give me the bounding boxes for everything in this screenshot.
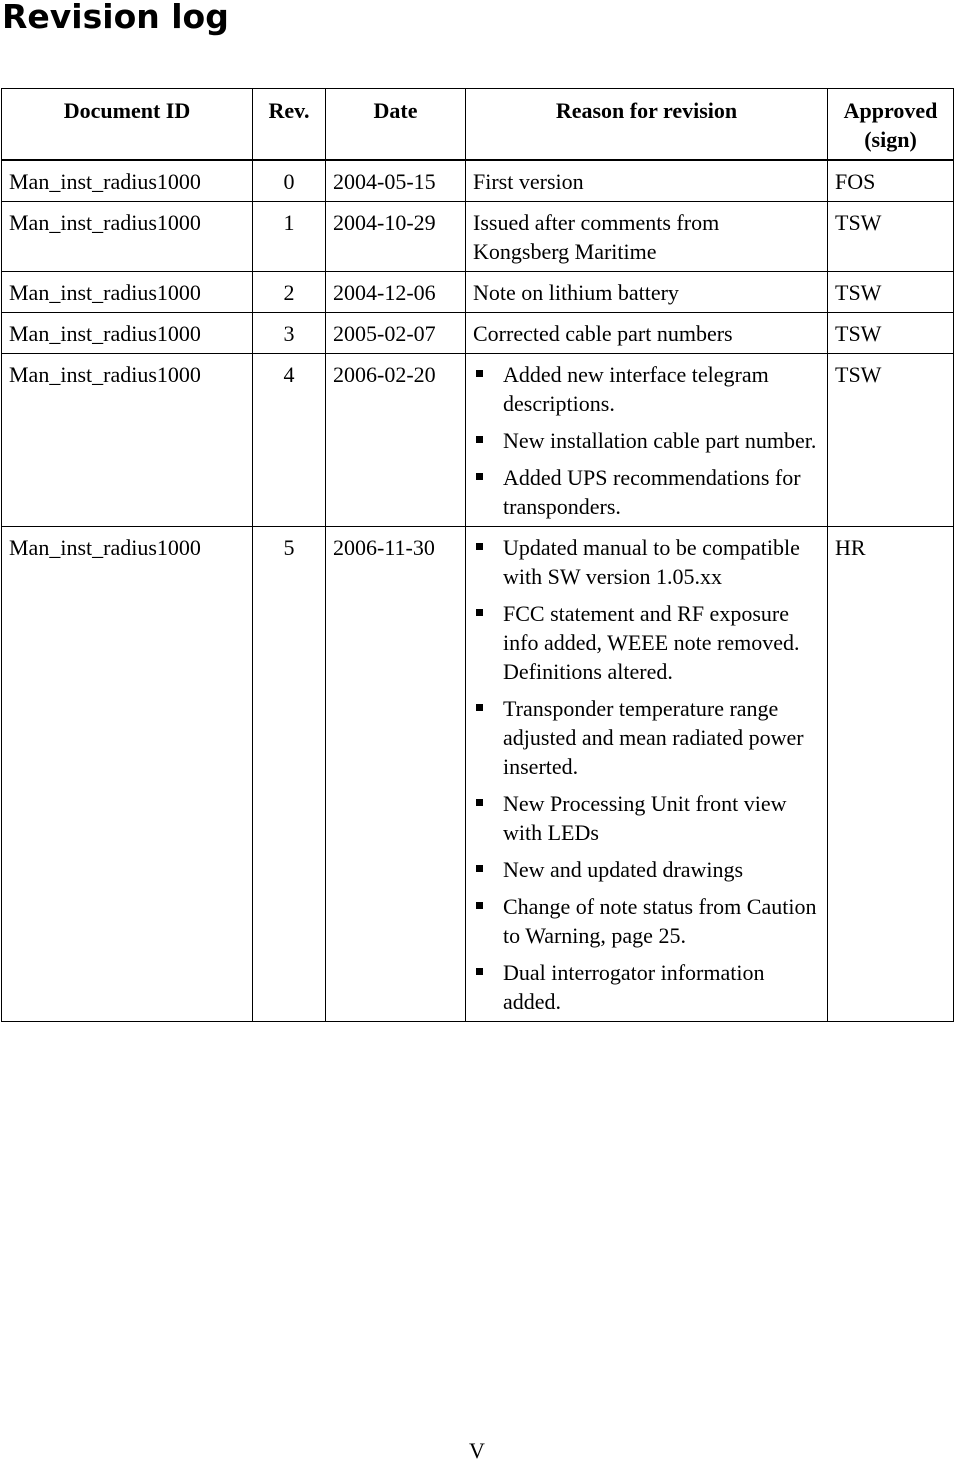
table-row [2, 527, 954, 1022]
list-item [473, 533, 820, 591]
list-item-text: Added UPS recommendations for transponders. [503, 465, 801, 519]
cell-document-id: Man_inst_radius1000 [2, 202, 253, 272]
sign-label: (sign) [864, 127, 917, 152]
table-row [2, 160, 954, 202]
table-row [2, 202, 954, 272]
square-bullet-icon [476, 473, 483, 480]
list-item-text: New installation cable part number. [503, 428, 817, 453]
cell-reason [466, 527, 828, 1022]
cell-document-id: Man_inst_radius1000 [2, 354, 253, 527]
cell-approved: HR [828, 527, 954, 1022]
cell-approved: TSW [828, 202, 954, 272]
list-item-text: New and updated drawings [503, 857, 744, 882]
square-bullet-icon [476, 968, 483, 975]
list-item [473, 855, 820, 884]
column-header-reason: Reason for revision [466, 89, 828, 161]
square-bullet-icon [476, 902, 483, 909]
cell-approved: TSW [828, 354, 954, 527]
cell-date: 2004-12-06 [326, 272, 466, 313]
cell-rev: 0 [253, 160, 326, 202]
cell-rev: 3 [253, 313, 326, 354]
page-title: Revision log [2, 0, 229, 36]
approved-label: Approved [843, 98, 938, 123]
cell-date: 2006-11-30 [326, 527, 466, 1022]
cell-reason: Issued after comments from Kongsberg Maritime [466, 202, 828, 272]
square-bullet-icon [476, 436, 483, 443]
square-bullet-icon [476, 609, 483, 616]
list-item-text: FCC statement and RF exposure info added, WEEE note removed. Definitions altered. [503, 601, 800, 684]
list-item [473, 360, 820, 418]
cell-reason: First version [466, 160, 828, 202]
list-item [473, 958, 820, 1016]
table-row [2, 354, 954, 527]
cell-approved: TSW [828, 272, 954, 313]
cell-rev: 1 [253, 202, 326, 272]
cell-approved: FOS [828, 160, 954, 202]
list-item [473, 463, 820, 521]
cell-reason: Corrected cable part numbers [466, 313, 828, 354]
cell-reason: Note on lithium battery [466, 272, 828, 313]
list-item-text: Updated manual to be compatible with SW version 1.05.xx [503, 535, 800, 589]
cell-document-id: Man_inst_radius1000 [2, 160, 253, 202]
reason-list [473, 360, 820, 521]
column-header-approved [828, 89, 954, 161]
cell-rev: 4 [253, 354, 326, 527]
list-item-text: New Processing Unit front view with LEDs [503, 791, 787, 845]
list-item [473, 426, 820, 455]
column-header-document-id: Document ID [2, 89, 253, 161]
list-item [473, 892, 820, 950]
list-item-text: Transponder temperature range adjusted and mean radiated power inserted. [503, 696, 804, 779]
column-header-date: Date [326, 89, 466, 161]
reason-list [473, 533, 820, 1016]
square-bullet-icon [476, 799, 483, 806]
list-item-text: Dual interrogator information added. [503, 960, 765, 1014]
cell-date: 2005-02-07 [326, 313, 466, 354]
cell-approved: TSW [828, 313, 954, 354]
cell-date: 2004-10-29 [326, 202, 466, 272]
cell-document-id: Man_inst_radius1000 [2, 272, 253, 313]
square-bullet-icon [476, 543, 483, 550]
square-bullet-icon [476, 704, 483, 711]
list-item [473, 694, 820, 781]
cell-document-id: Man_inst_radius1000 [2, 313, 253, 354]
cell-date: 2006-02-20 [326, 354, 466, 527]
page-number: V [469, 1438, 485, 1463]
square-bullet-icon [476, 370, 483, 377]
cell-rev: 5 [253, 527, 326, 1022]
square-bullet-icon [476, 865, 483, 872]
list-item-text: Added new interface telegram descriptions. [503, 362, 769, 416]
list-item [473, 789, 820, 847]
list-item [473, 599, 820, 686]
table-header-row [2, 89, 954, 161]
column-header-rev: Rev. [253, 89, 326, 161]
cell-date: 2004-05-15 [326, 160, 466, 202]
cell-reason [466, 354, 828, 527]
list-item-text: Change of note status from Caution to Warning, page 25. [503, 894, 817, 948]
table-row [2, 313, 954, 354]
revision-table [1, 88, 954, 1022]
cell-rev: 2 [253, 272, 326, 313]
cell-document-id: Man_inst_radius1000 [2, 527, 253, 1022]
table-row [2, 272, 954, 313]
